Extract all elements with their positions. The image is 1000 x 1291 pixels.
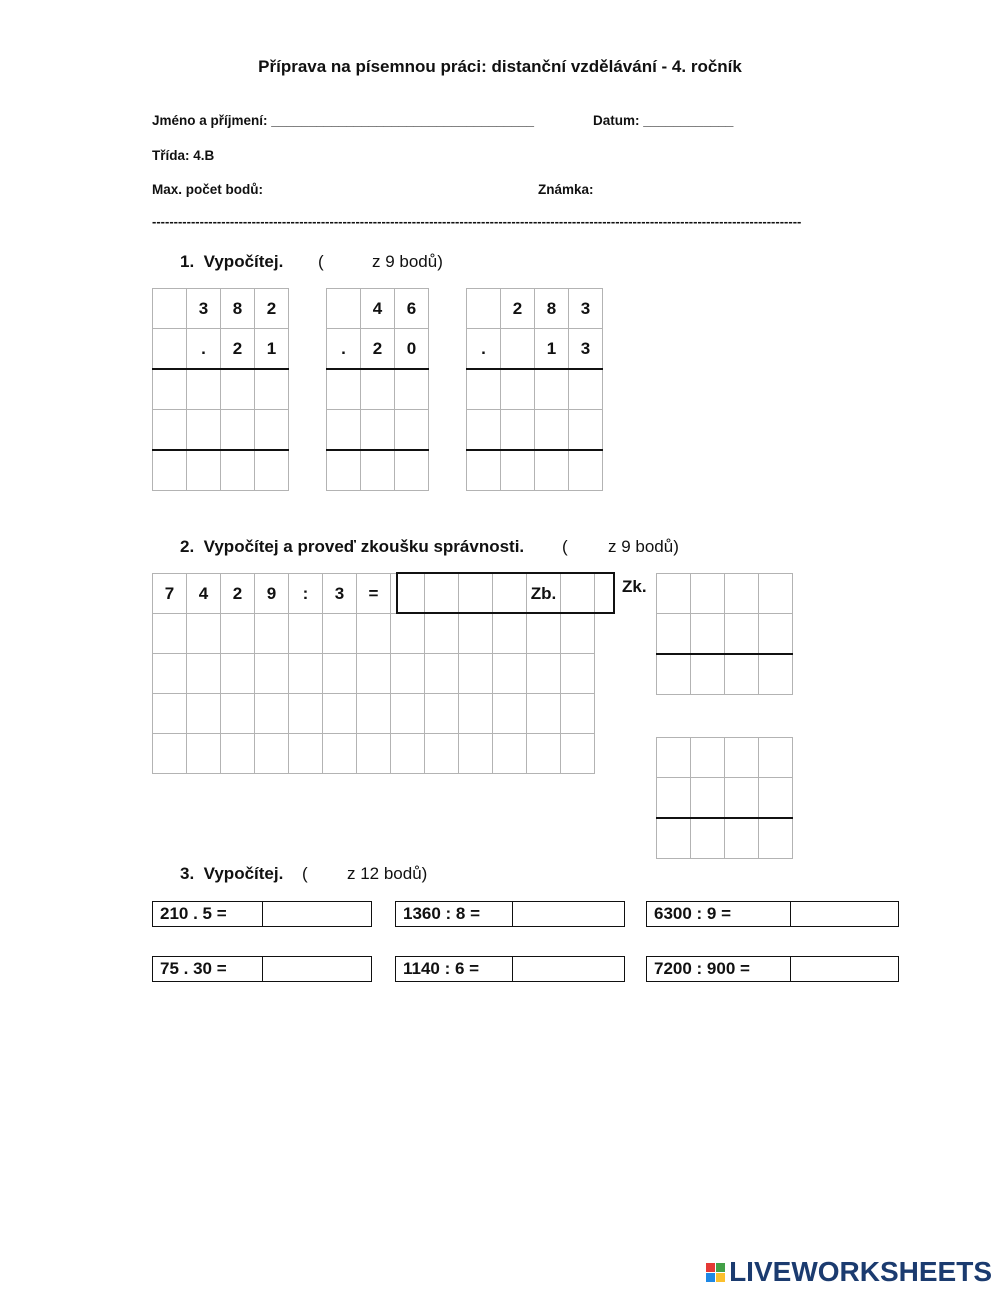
work-cell[interactable] [493, 694, 527, 734]
work-cell[interactable] [561, 694, 595, 734]
grid-cell: 3 [569, 329, 603, 370]
grid-cell [327, 289, 361, 329]
max-points-label: Max. počet bodů: [152, 182, 263, 197]
check-cell[interactable] [759, 574, 793, 614]
grid-cell: 2 [221, 574, 255, 614]
grid-cell: 2 [361, 329, 395, 370]
answer-cell[interactable] [569, 450, 603, 491]
task2-points-open: ( [562, 537, 568, 556]
grid-cell: 4 [361, 289, 395, 329]
work-cell[interactable] [493, 734, 527, 774]
check-cell[interactable] [759, 614, 793, 655]
grid-cell: 0 [395, 329, 429, 370]
answer-cell[interactable] [535, 410, 569, 451]
exercise-expression: 1140 : 6 = [403, 959, 480, 978]
answer-cell[interactable] [327, 410, 361, 451]
work-cell[interactable] [153, 734, 187, 774]
exercise-expression: 75 . 30 = [160, 959, 227, 978]
check-cell[interactable] [657, 818, 691, 859]
work-cell[interactable] [187, 654, 221, 694]
check-cell[interactable] [691, 778, 725, 819]
work-cell[interactable] [527, 694, 561, 734]
task1-points-open: ( [318, 252, 324, 271]
grid-cell: 8 [535, 289, 569, 329]
answer-field[interactable] [263, 957, 371, 981]
work-cell[interactable] [323, 694, 357, 734]
task2-points: z 9 bodů) [608, 537, 679, 556]
check-cell[interactable] [725, 574, 759, 614]
work-cell[interactable] [459, 614, 493, 654]
name-label: Jméno a příjmení: ___________________________________ [152, 113, 535, 128]
grid-cell: 3 [187, 289, 221, 329]
work-cell[interactable] [357, 614, 391, 654]
work-cell[interactable] [425, 734, 459, 774]
work-cell[interactable] [153, 614, 187, 654]
answer-cell[interactable] [221, 450, 255, 491]
work-cell[interactable] [187, 734, 221, 774]
work-cell[interactable] [221, 614, 255, 654]
answer-cell[interactable] [467, 369, 501, 410]
task1-title: Vypočítej. [203, 252, 284, 271]
grid-cell: 7 [153, 574, 187, 614]
grid-cell: 8 [221, 289, 255, 329]
answer-cell[interactable] [535, 369, 569, 410]
grid-cell: . [327, 329, 361, 370]
grid-cell: . [187, 329, 221, 370]
answer-cell[interactable] [327, 450, 361, 491]
multiplication-grid-2 [326, 288, 429, 491]
answer-cell[interactable] [395, 369, 429, 410]
work-cell[interactable] [323, 734, 357, 774]
answer-field-wrap [790, 902, 898, 926]
answer-field-wrap [790, 957, 898, 981]
grid-cell [501, 329, 535, 370]
exercise-row [646, 956, 899, 982]
answer-cell[interactable] [255, 369, 289, 410]
work-cell[interactable] [357, 734, 391, 774]
answer-cell[interactable] [361, 369, 395, 410]
logo-mark-icon [706, 1263, 725, 1282]
work-cell[interactable] [357, 654, 391, 694]
exercise-row [395, 901, 625, 927]
check-cell[interactable] [691, 574, 725, 614]
check-cell[interactable] [657, 614, 691, 655]
answer-cell[interactable] [187, 410, 221, 451]
answer-cell[interactable] [221, 410, 255, 451]
answer-cell[interactable] [569, 369, 603, 410]
multiplication-grid-3 [466, 288, 603, 491]
answer-field-wrap [262, 957, 371, 981]
check-cell[interactable] [657, 654, 691, 695]
grid-cell: 3 [569, 289, 603, 329]
task1-points: z 9 bodů) [372, 252, 443, 271]
answer-cell[interactable] [153, 369, 187, 410]
result-box [396, 572, 615, 614]
work-cell[interactable] [425, 694, 459, 734]
answer-cell[interactable] [395, 450, 429, 491]
remainder-label: Zb. [527, 574, 561, 614]
check-cell[interactable] [725, 738, 759, 778]
work-cell[interactable] [289, 694, 323, 734]
check-cell[interactable] [691, 818, 725, 859]
task3-heading [180, 864, 283, 884]
work-cell[interactable] [527, 614, 561, 654]
answer-cell[interactable] [153, 410, 187, 451]
answer-cell[interactable] [501, 369, 535, 410]
check-cell[interactable] [759, 818, 793, 859]
work-cell[interactable] [527, 654, 561, 694]
grid-cell: 2 [501, 289, 535, 329]
answer-cell[interactable] [535, 450, 569, 491]
answer-cell[interactable] [395, 410, 429, 451]
answer-field-wrap [512, 957, 624, 981]
work-cell[interactable] [527, 734, 561, 774]
work-cell[interactable] [289, 654, 323, 694]
check-grid-1 [656, 573, 793, 695]
check-cell[interactable] [725, 778, 759, 819]
exercise-row [395, 956, 625, 982]
task2-heading [180, 537, 524, 557]
work-cell[interactable] [255, 694, 289, 734]
answer-field[interactable] [513, 902, 624, 926]
exercise-row [152, 901, 372, 927]
grid-cell [153, 329, 187, 370]
work-cell[interactable] [459, 694, 493, 734]
grid-cell: 9 [255, 574, 289, 614]
work-cell[interactable] [289, 614, 323, 654]
check-label: Zk. [622, 577, 647, 596]
answer-cell[interactable] [221, 369, 255, 410]
task3-points-open: ( [302, 864, 308, 883]
grid-cell: 1 [535, 329, 569, 370]
answer-field-wrap [512, 902, 624, 926]
answer-cell[interactable] [255, 410, 289, 451]
answer-cell[interactable] [569, 410, 603, 451]
check-cell[interactable] [725, 654, 759, 695]
exercise-expression: 6300 : 9 = [654, 904, 732, 923]
answer-cell[interactable] [327, 369, 361, 410]
grid-cell: 6 [395, 289, 429, 329]
grid-cell: = [357, 574, 391, 614]
check-cell[interactable] [657, 574, 691, 614]
check-cell[interactable] [691, 654, 725, 695]
check-cell[interactable] [759, 654, 793, 695]
task3-points: z 12 bodů) [347, 864, 428, 883]
grid-cell: . [467, 329, 501, 370]
work-cell[interactable] [391, 734, 425, 774]
exercise-expression: 210 . 5 = [160, 904, 227, 923]
answer-cell[interactable] [467, 410, 501, 451]
work-cell[interactable] [391, 654, 425, 694]
grid-cell [153, 289, 187, 329]
work-cell[interactable] [255, 614, 289, 654]
answer-field[interactable] [263, 902, 371, 926]
work-cell[interactable] [255, 654, 289, 694]
work-cell[interactable] [425, 654, 459, 694]
check-cell[interactable] [657, 778, 691, 819]
grid-cell: 2 [255, 289, 289, 329]
separator-line: ------------------------------------------------------------------------------------------------------------------------------------------------------ [152, 214, 802, 229]
grid-cell: 1 [255, 329, 289, 370]
task3-title: Vypočítej. [203, 864, 284, 883]
check-cell[interactable] [725, 614, 759, 655]
grid-cell: 2 [221, 329, 255, 370]
work-cell[interactable] [561, 734, 595, 774]
work-cell[interactable] [561, 654, 595, 694]
task3-number: 3. [180, 864, 195, 883]
class-label: Třída: 4.B [152, 148, 215, 163]
work-cell[interactable] [255, 734, 289, 774]
task2-number: 2. [180, 537, 195, 556]
exercise-row [152, 956, 372, 982]
task1-heading [180, 252, 283, 272]
check-cell[interactable] [657, 738, 691, 778]
work-cell[interactable] [323, 654, 357, 694]
answer-cell[interactable] [467, 450, 501, 491]
grid-cell: 4 [187, 574, 221, 614]
answer-cell[interactable] [187, 450, 221, 491]
answer-field[interactable] [791, 957, 898, 981]
liveworksheets-logo [706, 1256, 992, 1288]
work-cell[interactable] [221, 734, 255, 774]
work-cell[interactable] [187, 694, 221, 734]
work-cell[interactable] [459, 654, 493, 694]
multiplication-grid-1 [152, 288, 289, 491]
page-title: Příprava na písemnou práci: distanční vzdělávání - 4. ročník [258, 57, 742, 76]
work-cell[interactable] [153, 654, 187, 694]
answer-cell[interactable] [255, 450, 289, 491]
answer-cell[interactable] [187, 369, 221, 410]
work-cell[interactable] [153, 694, 187, 734]
grid-cell: : [289, 574, 323, 614]
work-cell[interactable] [391, 614, 425, 654]
check-cell[interactable] [691, 614, 725, 655]
answer-field[interactable] [513, 957, 624, 981]
answer-cell[interactable] [153, 450, 187, 491]
answer-field-wrap [262, 902, 371, 926]
grade-label: Známka: [538, 182, 594, 197]
work-cell[interactable] [425, 614, 459, 654]
work-cell[interactable] [221, 654, 255, 694]
work-cell[interactable] [459, 734, 493, 774]
work-cell[interactable] [289, 734, 323, 774]
check-cell[interactable] [691, 738, 725, 778]
answer-cell[interactable] [501, 410, 535, 451]
work-cell[interactable] [561, 614, 595, 654]
check-cell[interactable] [725, 818, 759, 859]
logo-text: LIVEWORKSHEETS [729, 1256, 992, 1287]
work-cell[interactable] [493, 654, 527, 694]
check-cell[interactable] [759, 738, 793, 778]
answer-field[interactable] [791, 902, 898, 926]
work-cell[interactable] [187, 614, 221, 654]
answer-cell[interactable] [501, 450, 535, 491]
work-cell[interactable] [357, 694, 391, 734]
work-cell[interactable] [323, 614, 357, 654]
exercise-expression: 7200 : 900 = [654, 959, 750, 978]
task2-title: Vypočítej a proveď zkoušku správnosti. [203, 537, 525, 556]
answer-cell[interactable] [361, 450, 395, 491]
check-cell[interactable] [759, 778, 793, 819]
task1-number: 1. [180, 252, 195, 271]
check-grid-2 [656, 737, 793, 859]
exercise-row [646, 901, 899, 927]
grid-cell: 3 [323, 574, 357, 614]
work-cell[interactable] [221, 694, 255, 734]
grid-cell [467, 289, 501, 329]
date-label: Datum: ____________ [593, 113, 734, 128]
exercise-expression: 1360 : 8 = [403, 904, 481, 923]
answer-cell[interactable] [361, 410, 395, 451]
work-cell[interactable] [391, 694, 425, 734]
work-cell[interactable] [493, 614, 527, 654]
